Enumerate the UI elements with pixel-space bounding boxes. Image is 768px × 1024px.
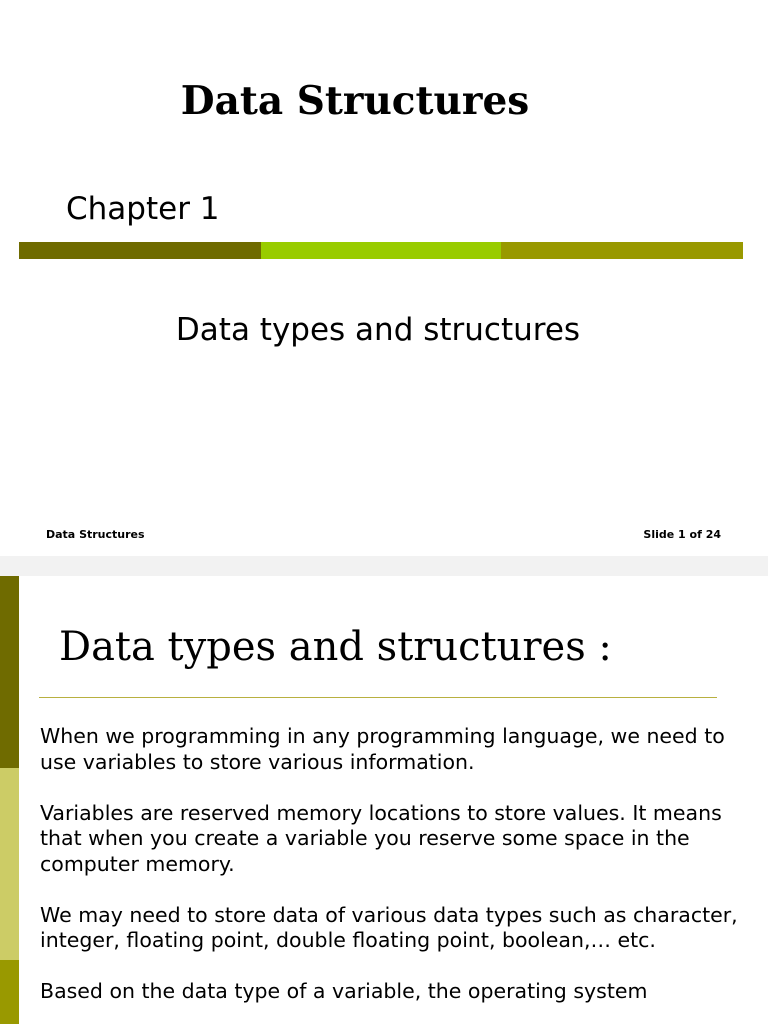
slide-title: Data types and structures : xyxy=(59,624,612,670)
body-paragraph: We may need to store data of various data types such as character, integer, floating point, double floating point, boolean,… etc. xyxy=(40,902,738,952)
footer-course-name: Data Structures xyxy=(46,528,145,541)
side-bar-light xyxy=(0,768,19,960)
page-gap xyxy=(0,556,768,576)
accent-stripe-olive xyxy=(501,242,743,259)
body-paragraph: When we programming in any programming language, we need to use variables to store various information. xyxy=(40,724,725,774)
body-paragraph: Variables are reserved memory locations to store values. It means that when you create a variable you reserve some space in the computer memory. xyxy=(40,800,722,876)
body-paragraph: Based on the data type of a variable, the operating system xyxy=(40,979,648,1003)
side-bar-dark xyxy=(0,576,19,768)
side-bar-olive xyxy=(0,960,19,1024)
title-divider xyxy=(39,697,717,698)
footer-slide-number: Slide 1 of 24 xyxy=(643,528,721,541)
accent-stripe-green xyxy=(261,242,501,259)
accent-stripe-dark xyxy=(19,242,261,259)
slide-body xyxy=(40,724,750,1024)
chapter-label: Chapter 1 xyxy=(66,191,220,227)
slide-subtitle: Data types and structures xyxy=(175,312,581,348)
deck-title: Data Structures xyxy=(180,78,530,124)
content-slide xyxy=(0,576,768,1024)
